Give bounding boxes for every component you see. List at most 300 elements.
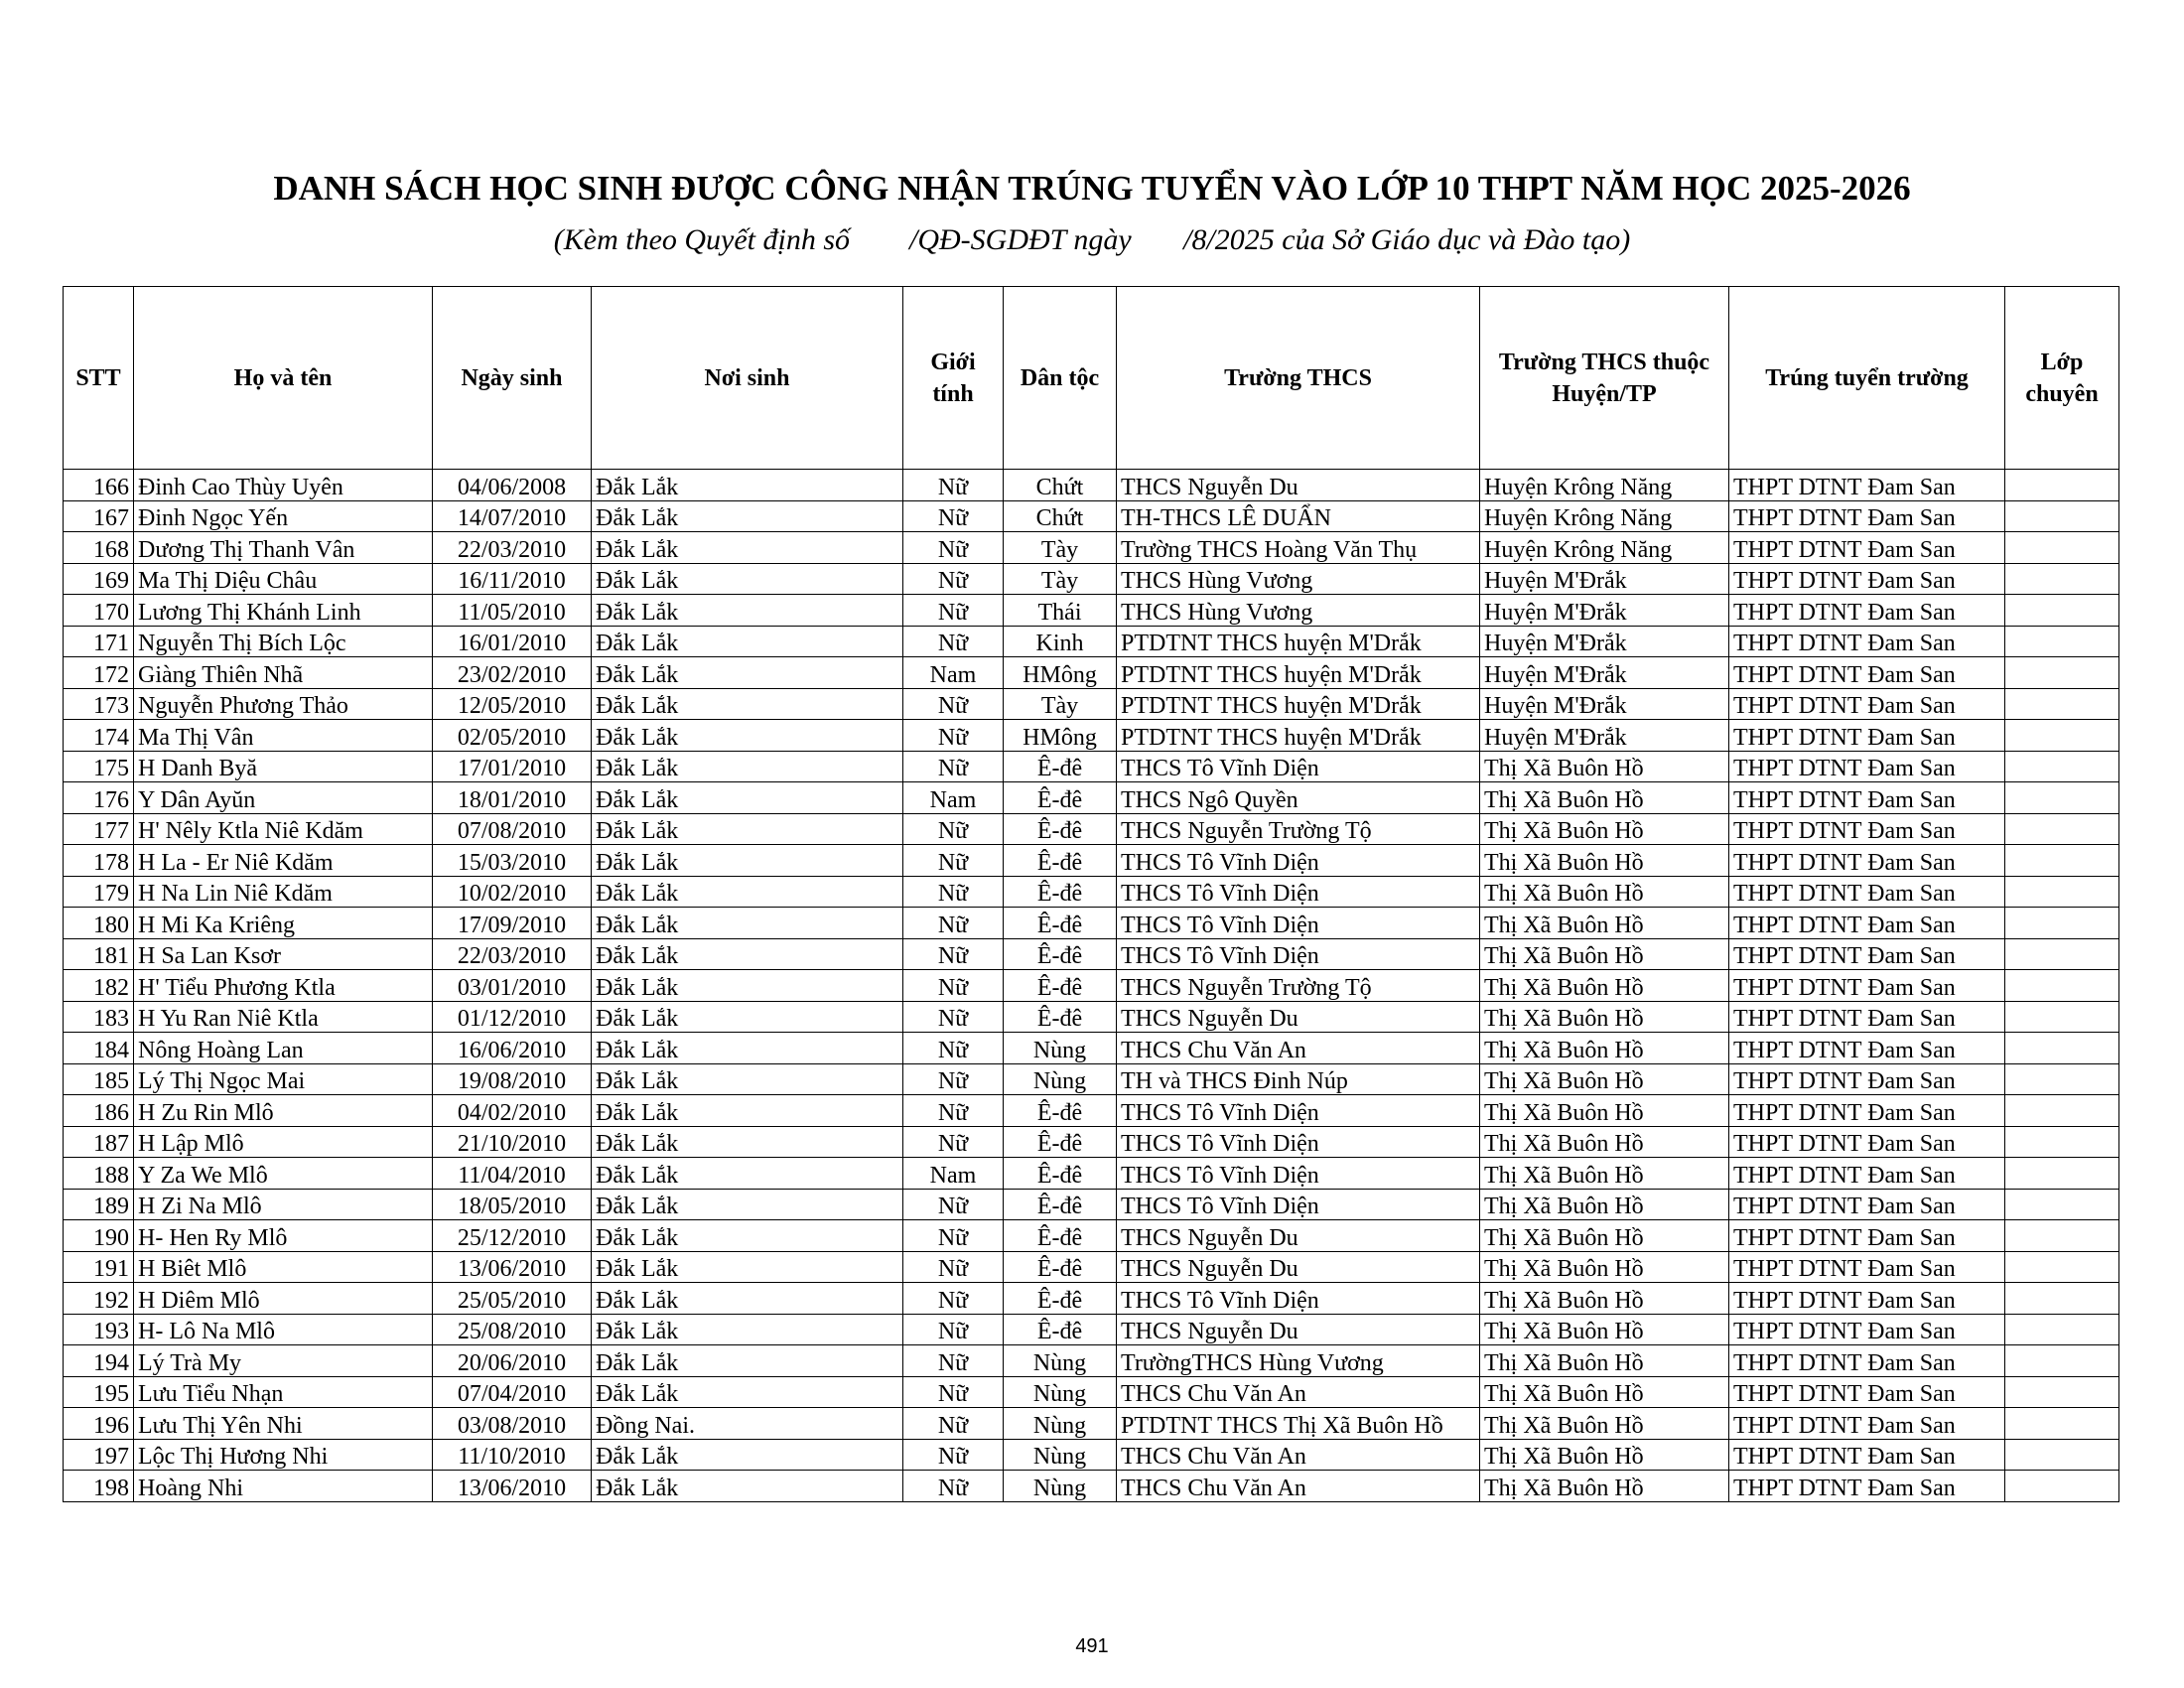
cell-dob: 11/04/2010 (433, 1158, 592, 1190)
cell-name: Ma Thị Vân (134, 720, 433, 752)
cell-gender: Nữ (903, 1126, 1004, 1158)
header-admitted: Trúng tuyển trường (1729, 287, 2005, 470)
cell-district: Thị Xã Buôn Hồ (1480, 938, 1729, 970)
cell-gender: Nữ (903, 1063, 1004, 1095)
header-special-class: Lớp chuyên (2005, 287, 2119, 470)
cell-ethnicity: Ê-đê (1004, 1095, 1117, 1127)
table-row (64, 1095, 2119, 1127)
cell-stt: 182 (64, 970, 134, 1002)
table-row (64, 1408, 2119, 1440)
cell-stt: 179 (64, 876, 134, 908)
cell-name: Dương Thị Thanh Vân (134, 532, 433, 564)
header-gender: Giới tính (903, 287, 1004, 470)
cell-name: Đinh Cao Thùy Uyên (134, 470, 433, 501)
cell-school: THCS Tô Vĩnh Diện (1117, 1095, 1480, 1127)
cell-stt: 170 (64, 595, 134, 627)
cell-admitted: THPT DTNT Đam San (1729, 1220, 2005, 1252)
cell-birthplace: Đắk Lắk (592, 1376, 903, 1408)
cell-school: PTDTNT THCS Thị Xã Buôn Hồ (1117, 1408, 1480, 1440)
cell-admitted: THPT DTNT Đam San (1729, 1063, 2005, 1095)
cell-name: H Yu Ran Niê Ktla (134, 1001, 433, 1033)
cell-dob: 22/03/2010 (433, 938, 592, 970)
cell-birthplace: Đắk Lắk (592, 1439, 903, 1471)
cell-name: Nguyễn Phương Thảo (134, 688, 433, 720)
cell-gender: Nữ (903, 1439, 1004, 1471)
cell-gender: Nữ (903, 1033, 1004, 1064)
cell-birthplace: Đắk Lắk (592, 1158, 903, 1190)
table-row (64, 595, 2119, 627)
cell-district: Thị Xã Buôn Hồ (1480, 1001, 1729, 1033)
cell-district: Huyện M'Đrắk (1480, 720, 1729, 752)
cell-stt: 193 (64, 1314, 134, 1345)
cell-birthplace: Đắk Lắk (592, 938, 903, 970)
table-row (64, 1220, 2119, 1252)
cell-dob: 25/12/2010 (433, 1220, 592, 1252)
cell-birthplace: Đắk Lắk (592, 782, 903, 814)
cell-stt: 176 (64, 782, 134, 814)
header-ethnicity: Dân tộc (1004, 287, 1117, 470)
cell-name: Lý Thị Ngọc Mai (134, 1063, 433, 1095)
table-row (64, 1376, 2119, 1408)
cell-birthplace: Đắk Lắk (592, 1471, 903, 1502)
cell-ethnicity: HMông (1004, 720, 1117, 752)
cell-special-class (2005, 720, 2119, 752)
cell-birthplace: Đắk Lắk (592, 813, 903, 845)
cell-ethnicity: Chứt (1004, 470, 1117, 501)
cell-district: Thị Xã Buôn Hồ (1480, 1283, 1729, 1315)
table-row (64, 970, 2119, 1002)
cell-admitted: THPT DTNT Đam San (1729, 500, 2005, 532)
cell-dob: 12/05/2010 (433, 688, 592, 720)
cell-birthplace: Đắk Lắk (592, 500, 903, 532)
table-row (64, 751, 2119, 782)
cell-admitted: THPT DTNT Đam San (1729, 626, 2005, 657)
table-header (64, 287, 2119, 470)
table-row (64, 1063, 2119, 1095)
cell-district: Thị Xã Buôn Hồ (1480, 1063, 1729, 1095)
cell-admitted: THPT DTNT Đam San (1729, 1345, 2005, 1377)
cell-district: Thị Xã Buôn Hồ (1480, 1220, 1729, 1252)
cell-district: Thị Xã Buôn Hồ (1480, 1408, 1729, 1440)
cell-school: THCS Tô Vĩnh Diện (1117, 1158, 1480, 1190)
cell-name: H Mi Ka Kriêng (134, 908, 433, 939)
cell-school: THCS Tô Vĩnh Diện (1117, 751, 1480, 782)
cell-school: THCS Chu Văn An (1117, 1376, 1480, 1408)
header-stt: STT (64, 287, 134, 470)
cell-name: Lý Trà My (134, 1345, 433, 1377)
cell-birthplace: Đắk Lắk (592, 1001, 903, 1033)
cell-name: Giàng Thiên Nhã (134, 657, 433, 689)
header-district: Trường THCS thuộc Huyện/TP (1480, 287, 1729, 470)
cell-special-class (2005, 1314, 2119, 1345)
table-row (64, 563, 2119, 595)
cell-district: Thị Xã Buôn Hồ (1480, 1314, 1729, 1345)
cell-birthplace: Đắk Lắk (592, 751, 903, 782)
cell-special-class (2005, 1126, 2119, 1158)
cell-gender: Nữ (903, 470, 1004, 501)
cell-admitted: THPT DTNT Đam San (1729, 1126, 2005, 1158)
cell-district: Thị Xã Buôn Hồ (1480, 1376, 1729, 1408)
cell-special-class (2005, 500, 2119, 532)
header-dob: Ngày sinh (433, 287, 592, 470)
cell-gender: Nữ (903, 938, 1004, 970)
cell-stt: 181 (64, 938, 134, 970)
cell-district: Huyện M'Đrắk (1480, 595, 1729, 627)
cell-school: PTDTNT THCS huyện M'Drắk (1117, 626, 1480, 657)
table-row (64, 1439, 2119, 1471)
cell-district: Huyện Krông Năng (1480, 500, 1729, 532)
table-row (64, 1283, 2119, 1315)
cell-special-class (2005, 1251, 2119, 1283)
cell-admitted: THPT DTNT Đam San (1729, 813, 2005, 845)
cell-dob: 10/02/2010 (433, 876, 592, 908)
cell-gender: Nữ (903, 970, 1004, 1002)
cell-admitted: THPT DTNT Đam San (1729, 908, 2005, 939)
cell-ethnicity: Tày (1004, 688, 1117, 720)
cell-district: Huyện Krông Năng (1480, 470, 1729, 501)
cell-admitted: THPT DTNT Đam San (1729, 720, 2005, 752)
cell-gender: Nữ (903, 751, 1004, 782)
cell-name: H Sa Lan Ksơr (134, 938, 433, 970)
cell-stt: 185 (64, 1063, 134, 1095)
cell-ethnicity: Chứt (1004, 500, 1117, 532)
cell-ethnicity: Nùng (1004, 1408, 1117, 1440)
cell-birthplace: Đắk Lắk (592, 1095, 903, 1127)
cell-stt: 177 (64, 813, 134, 845)
cell-district: Thị Xã Buôn Hồ (1480, 1033, 1729, 1064)
cell-special-class (2005, 470, 2119, 501)
cell-special-class (2005, 1063, 2119, 1095)
cell-gender: Nữ (903, 1001, 1004, 1033)
cell-ethnicity: Nùng (1004, 1471, 1117, 1502)
cell-admitted: THPT DTNT Đam San (1729, 1001, 2005, 1033)
cell-school: THCS Nguyễn Trường Tộ (1117, 970, 1480, 1002)
cell-name: H Biêt Mlô (134, 1251, 433, 1283)
table-row (64, 1345, 2119, 1377)
table-row (64, 845, 2119, 877)
table-row (64, 500, 2119, 532)
cell-stt: 195 (64, 1376, 134, 1408)
cell-name: H- Hen Ry Mlô (134, 1220, 433, 1252)
cell-school: THCS Tô Vĩnh Diện (1117, 908, 1480, 939)
header-row (64, 287, 2119, 470)
cell-dob: 22/03/2010 (433, 532, 592, 564)
cell-ethnicity: Nùng (1004, 1063, 1117, 1095)
cell-dob: 01/12/2010 (433, 1001, 592, 1033)
cell-gender: Nữ (903, 1408, 1004, 1440)
cell-name: Nguyễn Thị Bích Lộc (134, 626, 433, 657)
cell-admitted: THPT DTNT Đam San (1729, 845, 2005, 877)
cell-admitted: THPT DTNT Đam San (1729, 1314, 2005, 1345)
cell-special-class (2005, 1220, 2119, 1252)
cell-special-class (2005, 1345, 2119, 1377)
table-row (64, 1314, 2119, 1345)
cell-stt: 167 (64, 500, 134, 532)
table-row (64, 1126, 2119, 1158)
cell-dob: 18/01/2010 (433, 782, 592, 814)
cell-special-class (2005, 876, 2119, 908)
cell-birthplace: Đắk Lắk (592, 657, 903, 689)
cell-school: THCS Tô Vĩnh Diện (1117, 876, 1480, 908)
cell-birthplace: Đắk Lắk (592, 1283, 903, 1315)
cell-ethnicity: Ê-đê (1004, 1189, 1117, 1220)
cell-stt: 198 (64, 1471, 134, 1502)
table-row (64, 1471, 2119, 1502)
cell-birthplace: Đắk Lắk (592, 1063, 903, 1095)
cell-special-class (2005, 908, 2119, 939)
cell-special-class (2005, 1376, 2119, 1408)
cell-dob: 13/06/2010 (433, 1251, 592, 1283)
cell-dob: 25/05/2010 (433, 1283, 592, 1315)
cell-district: Thị Xã Buôn Hồ (1480, 1439, 1729, 1471)
cell-district: Thị Xã Buôn Hồ (1480, 1345, 1729, 1377)
cell-name: H Zu Rin Mlô (134, 1095, 433, 1127)
cell-stt: 190 (64, 1220, 134, 1252)
cell-stt: 169 (64, 563, 134, 595)
cell-district: Huyện Krông Năng (1480, 532, 1729, 564)
cell-birthplace: Đắk Lắk (592, 595, 903, 627)
cell-birthplace: Đắk Lắk (592, 688, 903, 720)
cell-stt: 173 (64, 688, 134, 720)
cell-stt: 196 (64, 1408, 134, 1440)
cell-district: Huyện M'Đrắk (1480, 626, 1729, 657)
cell-school: THCS Tô Vĩnh Diện (1117, 1189, 1480, 1220)
cell-district: Thị Xã Buôn Hồ (1480, 782, 1729, 814)
cell-gender: Nữ (903, 1376, 1004, 1408)
cell-school: PTDTNT THCS huyện M'Drắk (1117, 688, 1480, 720)
cell-special-class (2005, 813, 2119, 845)
cell-ethnicity: Nùng (1004, 1345, 1117, 1377)
cell-school: THCS Hùng Vương (1117, 595, 1480, 627)
cell-school: TH-THCS LÊ DUẨN (1117, 500, 1480, 532)
cell-school: THCS Tô Vĩnh Diện (1117, 1126, 1480, 1158)
cell-district: Thị Xã Buôn Hồ (1480, 876, 1729, 908)
cell-district: Thị Xã Buôn Hồ (1480, 1126, 1729, 1158)
cell-name: H' Nêly Ktla Niê Kdăm (134, 813, 433, 845)
cell-name: Đinh Ngọc Yến (134, 500, 433, 532)
cell-dob: 07/04/2010 (433, 1376, 592, 1408)
cell-stt: 191 (64, 1251, 134, 1283)
cell-admitted: THPT DTNT Đam San (1729, 470, 2005, 501)
cell-birthplace: Đắk Lắk (592, 970, 903, 1002)
cell-gender: Nữ (903, 1189, 1004, 1220)
table-row (64, 938, 2119, 970)
cell-stt: 187 (64, 1126, 134, 1158)
cell-admitted: THPT DTNT Đam San (1729, 876, 2005, 908)
cell-district: Huyện M'Đrắk (1480, 688, 1729, 720)
cell-gender: Nữ (903, 845, 1004, 877)
cell-school: THCS Chu Văn An (1117, 1033, 1480, 1064)
cell-stt: 183 (64, 1001, 134, 1033)
cell-name: H Na Lin Niê Kdăm (134, 876, 433, 908)
cell-name: Lương Thị Khánh Linh (134, 595, 433, 627)
cell-dob: 15/03/2010 (433, 845, 592, 877)
cell-special-class (2005, 751, 2119, 782)
cell-birthplace: Đắk Lắk (592, 532, 903, 564)
cell-gender: Nữ (903, 1471, 1004, 1502)
cell-dob: 21/10/2010 (433, 1126, 592, 1158)
cell-school: TH và THCS Đinh Núp (1117, 1063, 1480, 1095)
table-row (64, 1001, 2119, 1033)
cell-admitted: THPT DTNT Đam San (1729, 1283, 2005, 1315)
cell-gender: Nữ (903, 720, 1004, 752)
cell-ethnicity: Ê-đê (1004, 908, 1117, 939)
cell-ethnicity: Ê-đê (1004, 876, 1117, 908)
cell-name: H Diêm Mlô (134, 1283, 433, 1315)
cell-birthplace: Đắk Lắk (592, 1189, 903, 1220)
cell-school: THCS Nguyễn Du (1117, 1001, 1480, 1033)
document-subtitle: (Kèm theo Quyết định số /QĐ-SGDĐT ngày /8/2025 của Sở Giáo dục và Đào tạo) (553, 223, 1631, 256)
table-body (64, 470, 2119, 1502)
cell-ethnicity: Ê-đê (1004, 1126, 1117, 1158)
cell-birthplace: Đồng Nai. (592, 1408, 903, 1440)
cell-name: H Lập Mlô (134, 1126, 433, 1158)
cell-stt: 175 (64, 751, 134, 782)
cell-stt: 166 (64, 470, 134, 501)
cell-dob: 07/08/2010 (433, 813, 592, 845)
cell-name: H' Tiểu Phương Ktla (134, 970, 433, 1002)
cell-admitted: THPT DTNT Đam San (1729, 532, 2005, 564)
table-row (64, 876, 2119, 908)
cell-stt: 174 (64, 720, 134, 752)
admission-table (63, 286, 2119, 1502)
cell-dob: 02/05/2010 (433, 720, 592, 752)
cell-gender: Nữ (903, 688, 1004, 720)
cell-district: Thị Xã Buôn Hồ (1480, 845, 1729, 877)
cell-school: THCS Nguyễn Du (1117, 1220, 1480, 1252)
cell-special-class (2005, 1033, 2119, 1064)
cell-gender: Nữ (903, 1095, 1004, 1127)
cell-ethnicity: Nùng (1004, 1439, 1117, 1471)
cell-ethnicity: Ê-đê (1004, 751, 1117, 782)
cell-name: Ma Thị Diệu Châu (134, 563, 433, 595)
cell-district: Thị Xã Buôn Hồ (1480, 1471, 1729, 1502)
cell-special-class (2005, 1408, 2119, 1440)
cell-district: Huyện M'Đrắk (1480, 563, 1729, 595)
cell-gender: Nữ (903, 813, 1004, 845)
cell-dob: 17/09/2010 (433, 908, 592, 939)
cell-dob: 04/06/2008 (433, 470, 592, 501)
cell-stt: 197 (64, 1439, 134, 1471)
cell-school: TrườngTHCS Hùng Vương (1117, 1345, 1480, 1377)
cell-name: H Danh Byă (134, 751, 433, 782)
cell-birthplace: Đắk Lắk (592, 1251, 903, 1283)
header-school: Trường THCS (1117, 287, 1480, 470)
cell-admitted: THPT DTNT Đam San (1729, 751, 2005, 782)
cell-admitted: THPT DTNT Đam San (1729, 595, 2005, 627)
cell-school: THCS Hùng Vương (1117, 563, 1480, 595)
cell-ethnicity: Tày (1004, 532, 1117, 564)
cell-birthplace: Đắk Lắk (592, 626, 903, 657)
cell-ethnicity: Ê-đê (1004, 938, 1117, 970)
cell-school: THCS Tô Vĩnh Diện (1117, 938, 1480, 970)
cell-district: Thị Xã Buôn Hồ (1480, 1251, 1729, 1283)
cell-special-class (2005, 688, 2119, 720)
cell-gender: Nữ (903, 1283, 1004, 1315)
cell-gender: Nữ (903, 500, 1004, 532)
cell-special-class (2005, 563, 2119, 595)
table-row (64, 908, 2119, 939)
cell-school: THCS Chu Văn An (1117, 1471, 1480, 1502)
cell-admitted: THPT DTNT Đam San (1729, 1251, 2005, 1283)
cell-school: THCS Nguyễn Trường Tộ (1117, 813, 1480, 845)
cell-district: Thị Xã Buôn Hồ (1480, 908, 1729, 939)
cell-admitted: THPT DTNT Đam San (1729, 1095, 2005, 1127)
cell-name: Lộc Thị Hương Nhi (134, 1439, 433, 1471)
cell-school: PTDTNT THCS huyện M'Drắk (1117, 720, 1480, 752)
cell-school: THCS Chu Văn An (1117, 1439, 1480, 1471)
cell-birthplace: Đắk Lắk (592, 1033, 903, 1064)
cell-district: Thị Xã Buôn Hồ (1480, 970, 1729, 1002)
cell-special-class (2005, 1158, 2119, 1190)
cell-special-class (2005, 1189, 2119, 1220)
cell-gender: Nữ (903, 1220, 1004, 1252)
cell-admitted: THPT DTNT Đam San (1729, 1471, 2005, 1502)
cell-dob: 25/08/2010 (433, 1314, 592, 1345)
table-row (64, 1158, 2119, 1190)
cell-dob: 18/05/2010 (433, 1189, 592, 1220)
cell-school: THCS Tô Vĩnh Diện (1117, 1283, 1480, 1315)
cell-ethnicity: Ê-đê (1004, 845, 1117, 877)
cell-gender: Nam (903, 1158, 1004, 1190)
table-row (64, 782, 2119, 814)
cell-admitted: THPT DTNT Đam San (1729, 938, 2005, 970)
cell-dob: 23/02/2010 (433, 657, 592, 689)
cell-admitted: THPT DTNT Đam San (1729, 563, 2005, 595)
cell-birthplace: Đắk Lắk (592, 470, 903, 501)
cell-name: Lưu Thị Yên Nhi (134, 1408, 433, 1440)
cell-birthplace: Đắk Lắk (592, 1220, 903, 1252)
cell-stt: 189 (64, 1189, 134, 1220)
cell-special-class (2005, 595, 2119, 627)
cell-ethnicity: Ê-đê (1004, 813, 1117, 845)
cell-admitted: THPT DTNT Đam San (1729, 1439, 2005, 1471)
cell-admitted: THPT DTNT Đam San (1729, 1376, 2005, 1408)
table-row (64, 688, 2119, 720)
cell-stt: 192 (64, 1283, 134, 1315)
page-number: 491 (1075, 1635, 1109, 1657)
cell-gender: Nữ (903, 1345, 1004, 1377)
cell-name: Y Dân Ayŭn (134, 782, 433, 814)
cell-dob: 17/01/2010 (433, 751, 592, 782)
cell-ethnicity: Ê-đê (1004, 1283, 1117, 1315)
table-row (64, 1251, 2119, 1283)
cell-ethnicity: Tày (1004, 563, 1117, 595)
cell-dob: 14/07/2010 (433, 500, 592, 532)
cell-district: Thị Xã Buôn Hồ (1480, 1189, 1729, 1220)
cell-name: Y Za We Mlô (134, 1158, 433, 1190)
cell-ethnicity: Ê-đê (1004, 1158, 1117, 1190)
cell-school: THCS Ngô Quyền (1117, 782, 1480, 814)
cell-ethnicity: Thái (1004, 595, 1117, 627)
cell-admitted: THPT DTNT Đam San (1729, 1408, 2005, 1440)
cell-district: Thị Xã Buôn Hồ (1480, 1095, 1729, 1127)
cell-stt: 194 (64, 1345, 134, 1377)
table-row (64, 720, 2119, 752)
cell-name: H Zi Na Mlô (134, 1189, 433, 1220)
cell-name: H- Lô Na Mlô (134, 1314, 433, 1345)
cell-gender: Nữ (903, 532, 1004, 564)
cell-admitted: THPT DTNT Đam San (1729, 1189, 2005, 1220)
cell-birthplace: Đắk Lắk (592, 1345, 903, 1377)
cell-admitted: THPT DTNT Đam San (1729, 782, 2005, 814)
cell-ethnicity: HMông (1004, 657, 1117, 689)
cell-school: THCS Nguyễn Du (1117, 1314, 1480, 1345)
table-row (64, 470, 2119, 501)
cell-dob: 13/06/2010 (433, 1471, 592, 1502)
cell-special-class (2005, 782, 2119, 814)
cell-school: THCS Nguyễn Du (1117, 470, 1480, 501)
